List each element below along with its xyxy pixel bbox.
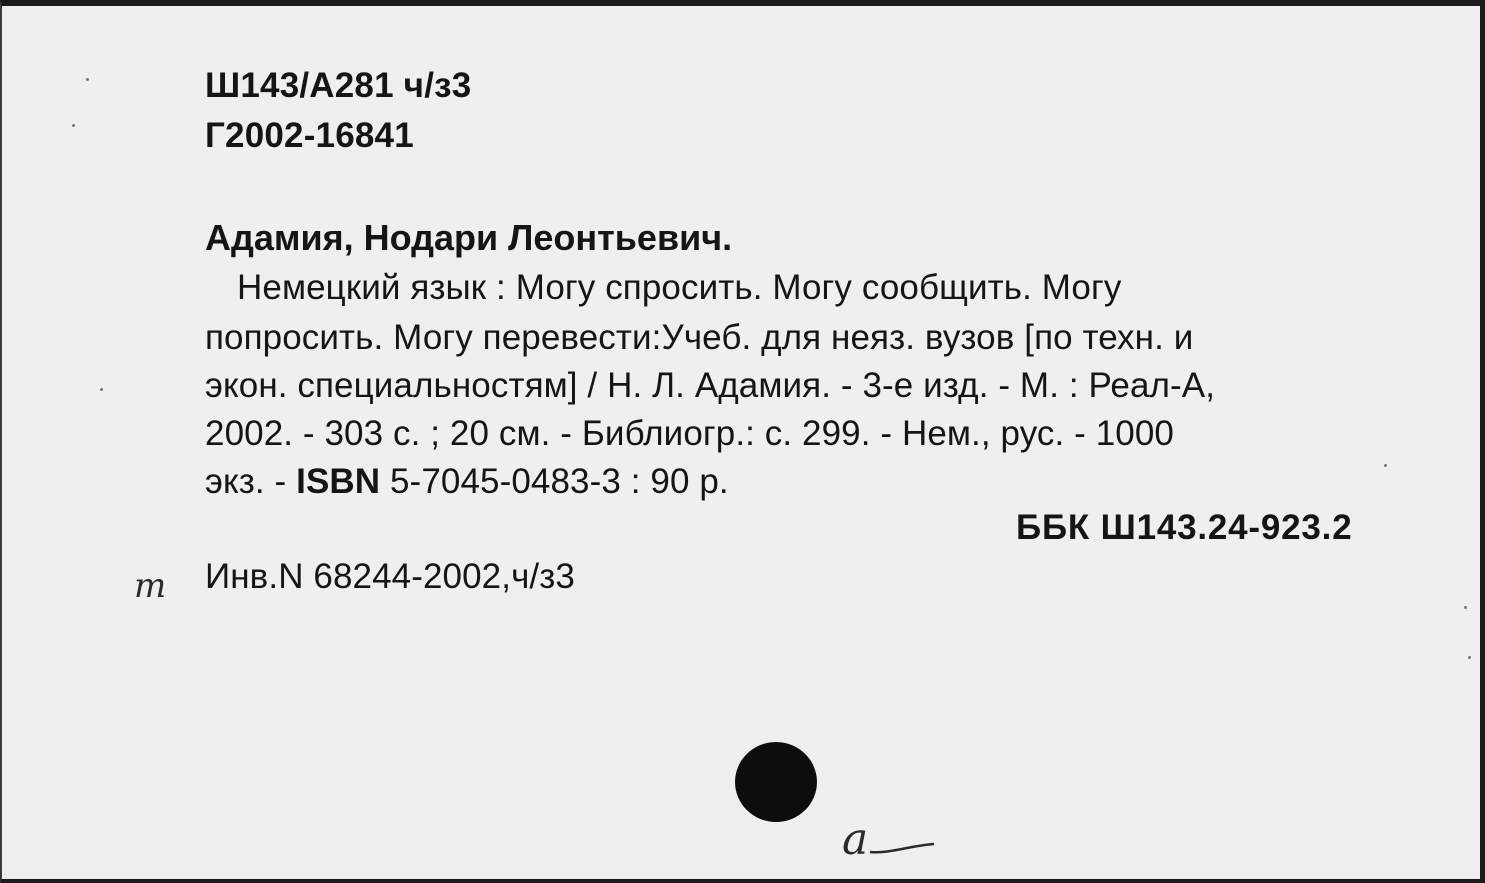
isbn-prefix: экз. - [205, 462, 297, 501]
call-number: Ш143/А281 ч/з3 [205, 66, 472, 105]
description-line-2: попросить. Могу перевести:Учеб. для неяз. вузов [по техн. и [205, 318, 1194, 357]
description-line-5 [205, 462, 729, 502]
speck [86, 78, 89, 81]
speck [100, 388, 103, 391]
speck [1384, 464, 1387, 467]
isbn-value: 5-7045-0483-3 : 90 р. [380, 462, 729, 501]
description-line-3: экон. специальностям] / Н. Л. Адамия. - 3-е изд. - М. : Реал-А, [205, 366, 1216, 405]
author-heading: Адамия, Нодари Леонтьевич. [205, 217, 733, 258]
handwritten-stroke [868, 842, 938, 858]
isbn-label: ISBN [296, 462, 381, 501]
speck [72, 124, 75, 127]
record-id: Г2002-16841 [205, 116, 414, 155]
card-punch-hole [735, 742, 817, 822]
inventory-number: Инв.N 68244-2002,ч/з3 [205, 557, 575, 596]
handwritten-mark-bottom: a [842, 814, 869, 865]
handwritten-mark-left: m [134, 566, 167, 606]
description-line-1: Немецкий язык : Могу спросить. Могу сообщить. Могу [237, 268, 1122, 307]
bbk-classification: ББК Ш143.24-923.2 [1016, 508, 1353, 547]
description-line-4: 2002. - 303 с. ; 20 см. - Библиогр.: с. 299. - Нем., рус. - 1000 [205, 414, 1175, 453]
speck [1468, 656, 1471, 659]
speck [1464, 606, 1467, 609]
